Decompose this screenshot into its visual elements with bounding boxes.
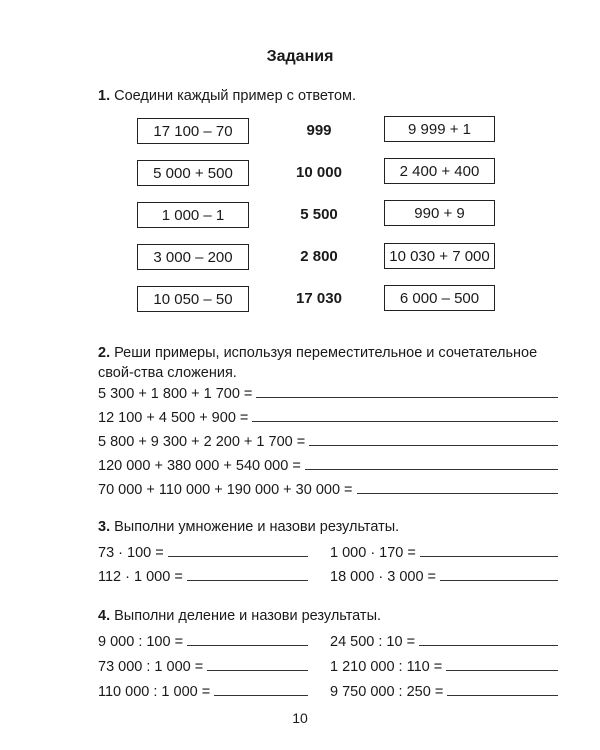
answer-line[interactable] xyxy=(256,396,558,398)
answer-value[interactable]: 10 000 xyxy=(296,164,342,181)
answer-line[interactable] xyxy=(252,420,558,422)
example-box-right[interactable]: 9 999 + 1 xyxy=(384,116,495,142)
answer-value[interactable]: 2 800 xyxy=(300,248,338,265)
task-1-heading xyxy=(98,88,356,104)
answer-line[interactable] xyxy=(168,555,308,557)
answer-line[interactable] xyxy=(305,468,558,470)
task-4-number: 4. xyxy=(98,608,111,624)
equation-expression: 120 000 + 380 000 + 540 000 = xyxy=(98,458,301,474)
example-box-left[interactable]: 17 100 – 70 xyxy=(137,118,249,144)
equation-expression: 1 000 · 170 = xyxy=(330,545,416,561)
answer-line[interactable] xyxy=(447,694,558,696)
equation-expression: 5 800 + 9 300 + 2 200 + 1 700 = xyxy=(98,434,306,450)
answer-value[interactable]: 999 xyxy=(306,122,332,139)
equation-row xyxy=(330,541,558,561)
answer-line[interactable] xyxy=(440,579,558,581)
example-box-right[interactable]: 6 000 – 500 xyxy=(384,285,495,311)
equation-row xyxy=(330,565,558,585)
example-box-left[interactable]: 5 000 + 500 xyxy=(137,160,249,186)
equation-row xyxy=(330,680,558,700)
equation-row xyxy=(98,478,558,498)
answer-line[interactable] xyxy=(309,444,558,446)
answer-line[interactable] xyxy=(357,492,558,494)
task-4-heading xyxy=(98,608,381,624)
answer-value[interactable]: 17 030 xyxy=(296,290,342,307)
page-title: Задания xyxy=(266,48,334,65)
equation-expression: 1 210 000 : 110 = xyxy=(330,659,443,675)
task-1-text: Соедини каждый пример с ответом. xyxy=(114,88,357,104)
equation-expression: 73 · 100 = xyxy=(98,545,164,561)
equation-expression: 110 000 : 1 000 = xyxy=(98,684,211,700)
equation-expression: 112 · 1 000 = xyxy=(98,569,183,585)
page-number: 10 xyxy=(292,710,308,726)
equation-expression: 73 000 : 1 000 = xyxy=(98,659,204,675)
equation-row xyxy=(330,630,558,650)
equation-expression: 9 000 : 100 = xyxy=(98,634,184,650)
equation-row xyxy=(98,541,308,561)
answer-line[interactable] xyxy=(187,644,308,646)
task-1-number: 1. xyxy=(98,88,111,104)
answer-value[interactable]: 5 500 xyxy=(300,206,338,223)
task-2-number: 2. xyxy=(98,345,111,361)
answer-line[interactable] xyxy=(214,694,308,696)
equation-row xyxy=(98,406,558,426)
equation-row xyxy=(330,655,558,675)
equation-row xyxy=(98,454,558,474)
equation-row xyxy=(98,430,558,450)
task-3-text: Выполни умножение и назови результаты. xyxy=(114,519,400,535)
equation-row xyxy=(98,655,308,675)
example-box-right[interactable]: 10 030 + 7 000 xyxy=(384,243,495,269)
task-3-number: 3. xyxy=(98,519,111,535)
example-box-right[interactable]: 2 400 + 400 xyxy=(384,158,495,184)
equation-expression: 24 500 : 10 = xyxy=(330,634,416,650)
answer-line[interactable] xyxy=(207,669,308,671)
equation-row xyxy=(98,565,308,585)
equation-row xyxy=(98,630,308,650)
equation-expression: 18 000 · 3 000 = xyxy=(330,569,437,585)
example-box-right[interactable]: 990 + 9 xyxy=(384,200,495,226)
answer-line[interactable] xyxy=(419,644,558,646)
equation-expression: 9 750 000 : 250 = xyxy=(330,684,444,700)
equation-row xyxy=(98,680,308,700)
example-box-left[interactable]: 1 000 – 1 xyxy=(137,202,249,228)
example-box-left[interactable]: 3 000 – 200 xyxy=(137,244,249,270)
answer-line[interactable] xyxy=(187,579,308,581)
equation-expression: 12 100 + 4 500 + 900 = xyxy=(98,410,249,426)
equation-row xyxy=(98,382,558,402)
task-4-text: Выполни деление и назови результаты. xyxy=(114,608,382,624)
equation-expression: 70 000 + 110 000 + 190 000 + 30 000 = xyxy=(98,482,353,498)
answer-line[interactable] xyxy=(446,669,558,671)
example-box-left[interactable]: 10 050 – 50 xyxy=(137,286,249,312)
answer-line[interactable] xyxy=(420,555,558,557)
task-3-heading xyxy=(98,519,399,535)
task-2-heading xyxy=(98,343,558,383)
equation-expression: 5 300 + 1 800 + 1 700 = xyxy=(98,386,253,402)
task-2-text: Реши примеры, используя переместительное и сочетательное свой-ства сложения. xyxy=(98,345,538,381)
